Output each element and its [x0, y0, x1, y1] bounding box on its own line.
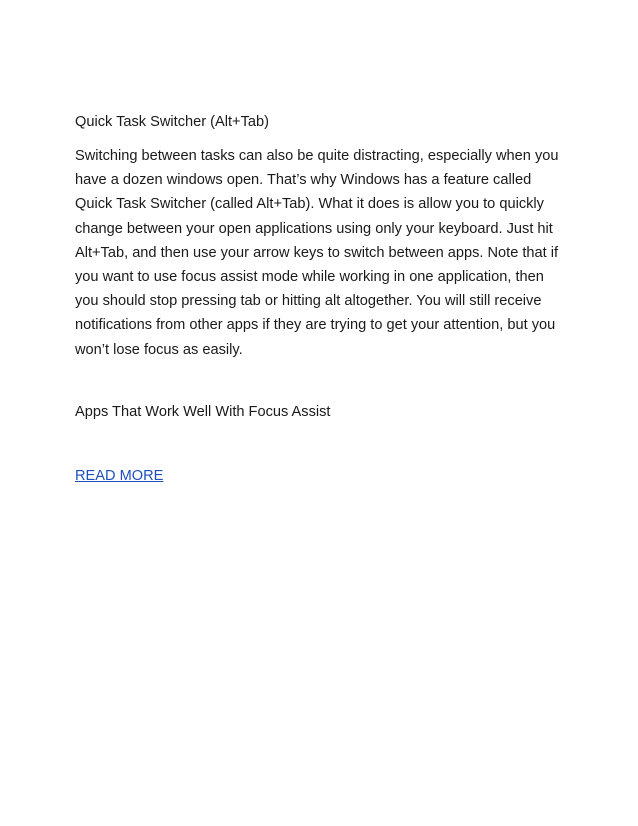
read-more-link[interactable]: READ MORE [75, 468, 164, 484]
section-heading: Quick Task Switcher (Alt+Tab) [75, 114, 269, 130]
document-page [75, 110, 575, 484]
body-paragraph: Switching between tasks can also be quite distracting, especially when you have a dozen windows open. That’s why Windows has a feature called Quick Task Switcher (called Alt+Tab). What it does is allow you to quickly change between your open applications using only your keyboard. Just hit Alt+Tab, and then use your arrow keys to switch between apps. Note that if you want to use focus assist mode while working in one application, then you should stop pressing tab or hitting alt altogether. You will still receive notifications from other apps if they are trying to get your attention, but you won’t lose focus as easily. [75, 148, 559, 358]
section-subheading: Apps That Work Well With Focus Assist [75, 404, 331, 420]
